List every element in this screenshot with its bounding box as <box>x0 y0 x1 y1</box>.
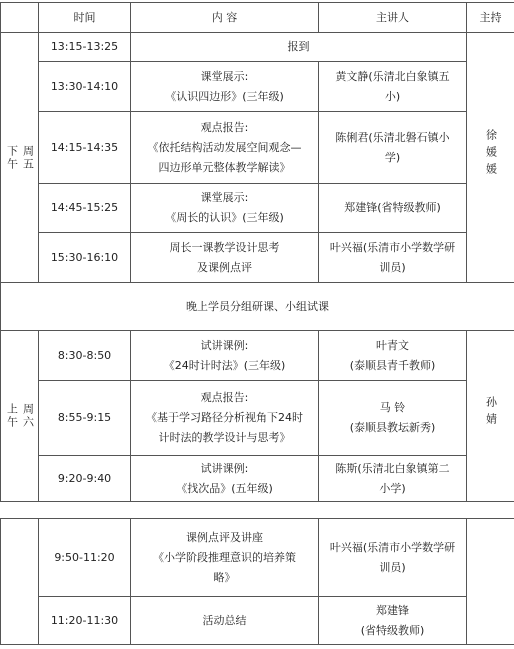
host-name: 徐媛媛 <box>484 128 498 180</box>
time-cell: 14:15-14:35 <box>39 112 131 184</box>
speaker-line: 小学) <box>379 481 406 495</box>
day-cell-fri <box>1 33 39 283</box>
content-cell <box>131 456 319 502</box>
table-row <box>1 233 514 283</box>
table-row <box>1 112 514 184</box>
speaker-cell: 郑建锋(省特级教师) <box>319 184 467 233</box>
evening-note: 晚上学员分组研课、小组试课 <box>1 283 514 331</box>
host-name: 孙婧 <box>484 395 498 430</box>
header-day-blank <box>1 3 39 33</box>
speaker-cell <box>319 456 467 502</box>
header-speaker: 主讲人 <box>319 3 467 33</box>
content-line: 《依托结构活动发展空间观念— <box>147 140 302 154</box>
speaker-cell <box>319 519 467 597</box>
speaker-line: (省特级教师) <box>360 623 425 637</box>
speaker-line: 小) <box>384 89 401 103</box>
content-line: 课堂展示: <box>200 69 249 83</box>
table-row <box>1 331 514 381</box>
content-line: 四边形单元整体教学解读》 <box>158 160 291 174</box>
time-cell: 9:50-11:20 <box>39 519 131 597</box>
content-line: 观点报告: <box>200 391 249 404</box>
speaker-line: 陈斯(乐清北白象镇第二 <box>335 461 450 475</box>
content-line: 课堂展示: <box>200 191 249 204</box>
speaker-cell <box>319 62 467 112</box>
content-line: 《认识四边形》(三年级) <box>165 89 284 103</box>
speaker-cell <box>319 597 467 645</box>
host-cell-sat <box>467 331 514 502</box>
content-line: 试讲课例: <box>200 338 249 352</box>
speaker-line: (泰顺县教坛新秀) <box>349 421 436 434</box>
day-label: 周六 <box>21 403 35 429</box>
content-line: 周长一课教学设计思考 <box>169 240 280 254</box>
speaker-line: 叶兴福(乐清市小学数学研 <box>329 240 456 254</box>
time-cell: 8:55-9:15 <box>39 381 131 456</box>
time-cell: 8:30-8:50 <box>39 331 131 381</box>
content-cell <box>131 62 319 112</box>
content-cell <box>131 233 319 283</box>
table-row <box>1 283 514 331</box>
content-cell <box>131 381 319 456</box>
speaker-line: 训员) <box>379 560 406 574</box>
day-label: 上午 <box>5 403 19 429</box>
time-cell: 13:15-13:25 <box>39 33 131 62</box>
host-cell-blank <box>467 519 514 645</box>
content-line: 《找次品》(五年级) <box>176 481 273 495</box>
speaker-line: (泰顺县青千教师) <box>349 358 436 372</box>
speaker-line: 叶兴福(乐清市小学数学研 <box>329 540 456 554</box>
content-line: 《24时计时法》(三年级) <box>163 358 286 372</box>
day-label: 下午 <box>5 144 19 171</box>
table-row <box>1 519 514 597</box>
content-line: 试讲课例: <box>200 461 249 475</box>
time-cell: 11:20-11:30 <box>39 597 131 645</box>
speaker-cell <box>319 233 467 283</box>
header-row <box>1 3 514 33</box>
content-line: 《小学阶段推理意识的培养策 <box>153 550 296 564</box>
header-time: 时间 <box>39 3 131 33</box>
table-row <box>1 597 514 645</box>
time-cell: 15:30-16:10 <box>39 233 131 283</box>
content-line: 《基于学习路径分析视角下24时 <box>146 411 303 424</box>
time-cell: 13:30-14:10 <box>39 62 131 112</box>
speaker-cell <box>319 331 467 381</box>
schedule-table-continued <box>0 518 514 645</box>
content-cell: 报到 <box>131 33 467 62</box>
table-row <box>1 33 514 62</box>
time-cell: 9:20-9:40 <box>39 456 131 502</box>
speaker-line: 郑建锋 <box>376 603 409 617</box>
schedule-table <box>0 2 514 502</box>
table-row <box>1 184 514 233</box>
speaker-line: 陈俐君(乐清北磐石镇小 <box>335 130 450 144</box>
content-cell <box>131 112 319 184</box>
time-cell: 14:45-15:25 <box>39 184 131 233</box>
day-cell-blank <box>1 519 39 645</box>
content-line: 计时法的教学设计与思考》 <box>158 431 291 444</box>
day-cell-sat <box>1 331 39 502</box>
header-host: 主持 <box>467 3 514 33</box>
speaker-cell <box>319 112 467 184</box>
content-cell <box>131 519 319 597</box>
content-cell: 活动总结 <box>131 597 319 645</box>
header-content: 内 容 <box>131 3 319 33</box>
speaker-line: 叶青文 <box>376 338 409 352</box>
table-row <box>1 381 514 456</box>
content-cell <box>131 331 319 381</box>
speaker-cell <box>319 381 467 456</box>
content-line: 及课例点评 <box>197 260 252 274</box>
speaker-line: 黄文静(乐清北白象镇五 <box>335 69 450 83</box>
host-cell-fri <box>467 33 514 283</box>
day-label: 周五 <box>21 144 35 171</box>
content-line: 《周长的认识》(三年级) <box>165 211 284 224</box>
speaker-line: 学) <box>384 150 401 164</box>
table-row <box>1 62 514 112</box>
content-cell <box>131 184 319 233</box>
speaker-line: 马 铃 <box>379 401 406 414</box>
speaker-line: 训员) <box>379 260 406 274</box>
table-row <box>1 456 514 502</box>
content-line: 课例点评及讲座 <box>186 530 263 544</box>
content-line: 略》 <box>213 570 236 584</box>
content-line: 观点报告: <box>200 120 249 134</box>
